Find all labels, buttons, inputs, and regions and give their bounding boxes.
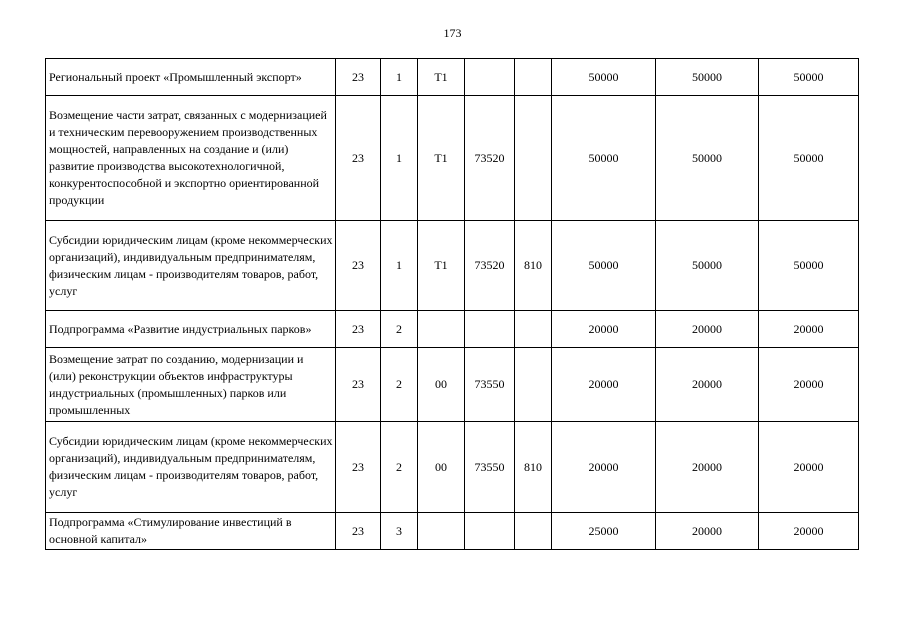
code-section: 23 [336, 311, 381, 348]
code-section: 23 [336, 96, 381, 221]
amount-3: 20000 [759, 422, 859, 513]
amount-3: 50000 [759, 59, 859, 96]
amount-1: 20000 [552, 311, 656, 348]
table-row [46, 422, 859, 513]
row-name: Подпрограмма «Стимулирование инвестиций в основной капитал» [46, 513, 336, 550]
code-subsection: 1 [381, 59, 418, 96]
row-name: Возмещение затрат по созданию, модернизации и (или) реконструкции объектов инфраструктуры индустриальных (промышленных) парков или промышленных [46, 348, 336, 422]
code-expense-type [515, 59, 552, 96]
amount-3: 50000 [759, 96, 859, 221]
code-section: 23 [336, 513, 381, 550]
amount-2: 50000 [656, 221, 759, 311]
code-program: 00 [418, 348, 465, 422]
row-name: Подпрограмма «Развитие индустриальных парков» [46, 311, 336, 348]
code-program [418, 311, 465, 348]
code-direction: 73520 [465, 96, 515, 221]
table-row [46, 513, 859, 550]
table-row [46, 311, 859, 348]
budget-table [45, 58, 859, 550]
code-section: 23 [336, 348, 381, 422]
amount-1: 20000 [552, 422, 656, 513]
code-section: 23 [336, 422, 381, 513]
code-program: 00 [418, 422, 465, 513]
amount-2: 50000 [656, 59, 759, 96]
code-subsection: 2 [381, 422, 418, 513]
amount-2: 20000 [656, 513, 759, 550]
row-name: Субсидии юридическим лицам (кроме некоммерческих организаций), индивидуальным предпринимателям, физическим лицам - производителям товаров, работ, услуг [46, 221, 336, 311]
amount-3: 20000 [759, 513, 859, 550]
amount-1: 50000 [552, 221, 656, 311]
amount-1: 50000 [552, 96, 656, 221]
code-direction: 73550 [465, 348, 515, 422]
table-row [46, 96, 859, 221]
amount-1: 20000 [552, 348, 656, 422]
code-direction [465, 311, 515, 348]
code-expense-type [515, 513, 552, 550]
amount-3: 20000 [759, 348, 859, 422]
code-subsection: 2 [381, 348, 418, 422]
code-expense-type [515, 96, 552, 221]
row-name: Субсидии юридическим лицам (кроме некоммерческих организаций), индивидуальным предпринимателям, физическим лицам - производителям товаров, работ, услуг [46, 422, 336, 513]
amount-2: 20000 [656, 311, 759, 348]
code-direction: 73550 [465, 422, 515, 513]
code-program: Т1 [418, 221, 465, 311]
code-direction [465, 59, 515, 96]
amount-1: 50000 [552, 59, 656, 96]
code-subsection: 2 [381, 311, 418, 348]
code-program: Т1 [418, 96, 465, 221]
code-expense-type [515, 348, 552, 422]
code-expense-type [515, 311, 552, 348]
page-number: 173 [443, 26, 462, 40]
amount-2: 20000 [656, 348, 759, 422]
code-section: 23 [336, 59, 381, 96]
amount-3: 50000 [759, 221, 859, 311]
row-name: Возмещение части затрат, связанных с модернизацией и техническим перевооружением производственных мощностей, направленных на создание и (или) развитие производства высокотехнологичной, конкурентоспособной и экспортно ориентированной продукции [46, 96, 336, 221]
code-expense-type: 810 [515, 221, 552, 311]
code-program [418, 513, 465, 550]
code-direction [465, 513, 515, 550]
table-row [46, 59, 859, 96]
table-row [46, 348, 859, 422]
code-direction: 73520 [465, 221, 515, 311]
amount-3: 20000 [759, 311, 859, 348]
code-program: Т1 [418, 59, 465, 96]
code-subsection: 1 [381, 96, 418, 221]
amount-2: 20000 [656, 422, 759, 513]
code-section: 23 [336, 221, 381, 311]
code-subsection: 1 [381, 221, 418, 311]
row-name: Региональный проект «Промышленный экспорт» [46, 59, 336, 96]
code-expense-type: 810 [515, 422, 552, 513]
amount-1: 25000 [552, 513, 656, 550]
table-row [46, 221, 859, 311]
amount-2: 50000 [656, 96, 759, 221]
code-subsection: 3 [381, 513, 418, 550]
